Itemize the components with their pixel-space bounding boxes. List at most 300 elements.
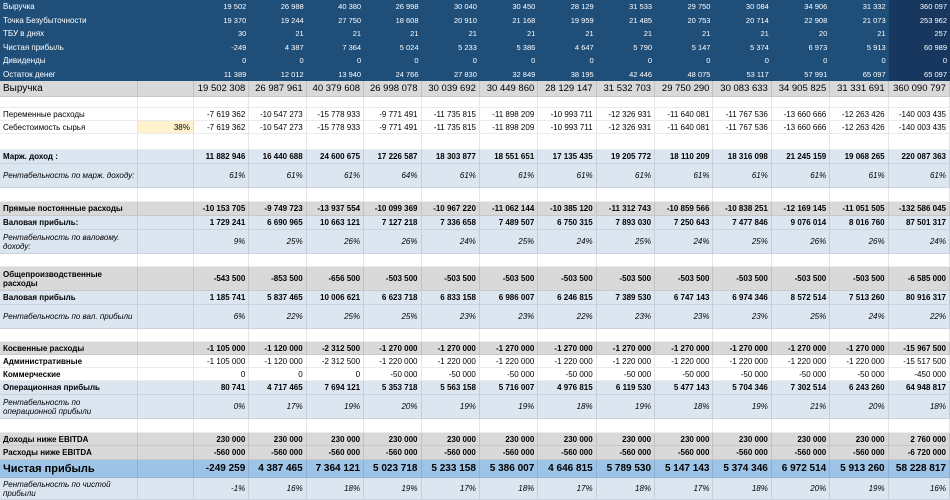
- value-cell[interactable]: 18%: [889, 395, 950, 418]
- value-cell[interactable]: 6 690 965: [249, 216, 306, 229]
- value-cell[interactable]: 42 446: [629, 69, 653, 79]
- value-cell[interactable]: 61%: [538, 164, 596, 187]
- empty-cell[interactable]: [830, 254, 888, 266]
- value-cell[interactable]: 7 336 658: [422, 216, 480, 229]
- row-label[interactable]: Доходы ниже EBITDA: [0, 433, 138, 445]
- value-cell[interactable]: 22%: [249, 305, 306, 328]
- value-cell[interactable]: 11 882 946: [194, 150, 249, 163]
- value-cell[interactable]: 6 750 315: [538, 216, 596, 229]
- value-cell[interactable]: 58 228 817: [889, 460, 950, 477]
- empty-cell[interactable]: [307, 134, 364, 149]
- empty-cell[interactable]: [713, 419, 771, 432]
- value-cell[interactable]: 31 331 691: [830, 81, 888, 96]
- value-cell[interactable]: -6 585 000: [889, 267, 950, 290]
- value-cell[interactable]: 26%: [364, 230, 421, 253]
- value-cell[interactable]: -1 220 000: [597, 355, 655, 367]
- value-cell[interactable]: -50 000: [772, 368, 830, 380]
- value-cell[interactable]: 17%: [655, 478, 713, 499]
- row-label[interactable]: Общепроизводственные расходы: [0, 267, 138, 290]
- value-cell[interactable]: 5 024: [399, 42, 419, 52]
- value-cell[interactable]: -560 000: [249, 446, 306, 459]
- value-cell[interactable]: 230 000: [480, 433, 538, 445]
- value-cell[interactable]: 220 087 363: [889, 150, 950, 163]
- empty-cell[interactable]: [772, 97, 830, 107]
- value-cell[interactable]: 26%: [830, 230, 888, 253]
- value-cell[interactable]: -15 517 500: [889, 355, 950, 367]
- value-cell[interactable]: 21: [526, 29, 536, 39]
- value-cell[interactable]: -50 000: [713, 368, 771, 380]
- value-cell[interactable]: 30: [237, 29, 247, 39]
- empty-cell[interactable]: [0, 134, 138, 149]
- empty-cell[interactable]: [713, 188, 771, 201]
- value-cell[interactable]: 8 572 514: [772, 291, 830, 304]
- value-cell[interactable]: 230 000: [538, 433, 596, 445]
- pct-cell[interactable]: [138, 108, 193, 120]
- value-cell[interactable]: -15 967 500: [889, 342, 950, 354]
- value-cell[interactable]: 21%: [772, 395, 830, 418]
- value-cell[interactable]: -11 051 505: [830, 202, 888, 215]
- value-cell[interactable]: 5 477 143: [655, 381, 713, 394]
- value-cell[interactable]: -12 263 426: [830, 121, 888, 133]
- value-cell[interactable]: 257: [889, 27, 950, 41]
- value-cell[interactable]: 253 962: [889, 14, 950, 28]
- empty-cell[interactable]: [772, 134, 830, 149]
- value-cell[interactable]: -50 000: [597, 368, 655, 380]
- pct-cell[interactable]: [138, 267, 193, 290]
- pct-cell[interactable]: [138, 164, 193, 187]
- value-cell[interactable]: 7 127 218: [364, 216, 421, 229]
- value-cell[interactable]: -10 385 120: [538, 202, 596, 215]
- value-cell[interactable]: 61%: [655, 164, 713, 187]
- row-label[interactable]: Валовая прибыль: [0, 291, 138, 304]
- value-cell[interactable]: 21: [410, 29, 419, 39]
- value-cell[interactable]: 4 717 465: [249, 381, 306, 394]
- pct-cell[interactable]: [138, 368, 193, 380]
- empty-cell[interactable]: [194, 97, 249, 107]
- empty-cell[interactable]: [249, 134, 306, 149]
- empty-cell[interactable]: [655, 329, 713, 341]
- value-cell[interactable]: -12 169 145: [772, 202, 830, 215]
- value-cell[interactable]: 23%: [655, 305, 713, 328]
- value-cell[interactable]: 27 830: [453, 69, 477, 79]
- row-label[interactable]: Остаток денег: [3, 69, 56, 79]
- value-cell[interactable]: 61%: [889, 164, 950, 187]
- value-cell[interactable]: 18 303 877: [422, 150, 480, 163]
- value-cell[interactable]: 5 233 158: [422, 460, 480, 477]
- value-cell[interactable]: 360 097: [889, 0, 950, 14]
- value-cell[interactable]: -853 500: [249, 267, 306, 290]
- empty-cell[interactable]: [138, 329, 193, 341]
- empty-cell[interactable]: [364, 329, 421, 341]
- pct-cell[interactable]: [138, 291, 193, 304]
- value-cell[interactable]: 18%: [655, 395, 713, 418]
- value-cell[interactable]: 65 097: [889, 68, 950, 82]
- value-cell[interactable]: -1 270 000: [772, 342, 830, 354]
- value-cell[interactable]: -10 547 273: [249, 121, 306, 133]
- empty-cell[interactable]: [655, 254, 713, 266]
- pct-cell[interactable]: [138, 478, 193, 499]
- value-cell[interactable]: -1 270 000: [364, 342, 421, 354]
- value-cell[interactable]: 20%: [364, 395, 421, 418]
- value-cell[interactable]: 7 389 530: [597, 291, 655, 304]
- value-cell[interactable]: 31 332: [862, 2, 886, 12]
- value-cell[interactable]: 18%: [307, 478, 364, 499]
- value-cell[interactable]: 0: [194, 368, 249, 380]
- value-cell[interactable]: -9 771 491: [364, 108, 421, 120]
- row-label[interactable]: Себестоимость сырья: [0, 121, 138, 133]
- value-cell[interactable]: 30 084: [745, 2, 769, 12]
- value-cell[interactable]: 1 729 241: [194, 216, 249, 229]
- row-label[interactable]: Рентабельность по марж. доходу:: [0, 164, 138, 187]
- value-cell[interactable]: 28 129: [570, 2, 594, 12]
- pct-cell[interactable]: [138, 81, 193, 96]
- value-cell[interactable]: -1 220 000: [364, 355, 421, 367]
- value-cell[interactable]: 34 906: [804, 2, 828, 12]
- value-cell[interactable]: 21: [877, 29, 886, 39]
- value-cell[interactable]: 30 449 860: [480, 81, 538, 96]
- empty-cell[interactable]: [538, 188, 596, 201]
- value-cell[interactable]: 61%: [597, 164, 655, 187]
- empty-cell[interactable]: [422, 419, 480, 432]
- pct-cell[interactable]: [138, 395, 193, 418]
- value-cell[interactable]: 26%: [772, 230, 830, 253]
- value-cell[interactable]: 23%: [480, 305, 538, 328]
- value-cell[interactable]: 20%: [772, 478, 830, 499]
- empty-cell[interactable]: [249, 254, 306, 266]
- empty-cell[interactable]: [138, 254, 193, 266]
- value-cell[interactable]: 30 450: [512, 2, 536, 12]
- value-cell[interactable]: 19%: [422, 395, 480, 418]
- value-cell[interactable]: 5 789 530: [597, 460, 655, 477]
- empty-cell[interactable]: [889, 97, 950, 107]
- value-cell[interactable]: 10 006 621: [307, 291, 364, 304]
- row-label[interactable]: Расходы ниже EBITDA: [0, 446, 138, 459]
- empty-cell[interactable]: [597, 134, 655, 149]
- value-cell[interactable]: -503 500: [772, 267, 830, 290]
- value-cell[interactable]: 230 000: [713, 433, 771, 445]
- value-cell[interactable]: 21: [585, 29, 594, 39]
- value-cell[interactable]: 6 972 514: [772, 460, 830, 477]
- value-cell[interactable]: -11 898 209: [480, 121, 538, 133]
- empty-cell[interactable]: [422, 188, 480, 201]
- empty-cell[interactable]: [364, 188, 421, 201]
- value-cell[interactable]: 30 083 633: [713, 81, 771, 96]
- row-label[interactable]: Чистая прибыль: [3, 42, 64, 52]
- value-cell[interactable]: 230 000: [307, 433, 364, 445]
- value-cell[interactable]: 4 387: [284, 42, 304, 52]
- value-cell[interactable]: 21 168: [512, 15, 536, 25]
- value-cell[interactable]: -560 000: [307, 446, 364, 459]
- value-cell[interactable]: 5 353 718: [364, 381, 421, 394]
- empty-cell[interactable]: [655, 97, 713, 107]
- value-cell[interactable]: 0: [299, 56, 304, 66]
- value-cell[interactable]: 0: [356, 56, 362, 66]
- value-cell[interactable]: 25%: [364, 305, 421, 328]
- value-cell[interactable]: 26 988: [280, 2, 304, 12]
- value-cell[interactable]: 53 117: [746, 69, 769, 79]
- value-cell[interactable]: 61%: [194, 164, 249, 187]
- value-cell[interactable]: -50 000: [538, 368, 596, 380]
- value-cell[interactable]: -12 326 931: [597, 121, 655, 133]
- empty-cell[interactable]: [597, 329, 655, 341]
- value-cell[interactable]: 5 716 007: [480, 381, 538, 394]
- empty-cell[interactable]: [249, 188, 306, 201]
- value-cell[interactable]: 19 205 772: [597, 150, 655, 163]
- empty-cell[interactable]: [249, 97, 306, 107]
- value-cell[interactable]: 6 243 260: [830, 381, 888, 394]
- value-cell[interactable]: -11 640 081: [655, 121, 713, 133]
- value-cell[interactable]: -450 000: [889, 368, 950, 380]
- value-cell[interactable]: -13 660 666: [772, 121, 830, 133]
- value-cell[interactable]: 360 090 797: [889, 81, 950, 96]
- value-cell[interactable]: 21 073: [862, 15, 886, 25]
- value-cell[interactable]: 20: [818, 29, 828, 39]
- value-cell[interactable]: -1 220 000: [713, 355, 771, 367]
- value-cell[interactable]: 61%: [713, 164, 771, 187]
- value-cell[interactable]: 6 986 007: [480, 291, 538, 304]
- value-cell[interactable]: 64 948 817: [889, 381, 950, 394]
- value-cell[interactable]: 7 250 643: [655, 216, 713, 229]
- value-cell[interactable]: 26%: [307, 230, 364, 253]
- value-cell[interactable]: 18 316 098: [713, 150, 771, 163]
- value-cell[interactable]: 0: [472, 56, 477, 66]
- empty-cell[interactable]: [0, 188, 138, 201]
- value-cell[interactable]: 19%: [597, 395, 655, 418]
- value-cell[interactable]: 25%: [307, 305, 364, 328]
- value-cell[interactable]: 29 750 290: [655, 81, 713, 96]
- value-cell[interactable]: 22 908: [804, 15, 828, 25]
- value-cell[interactable]: 5 023 718: [364, 460, 421, 477]
- value-cell[interactable]: 65 097: [862, 69, 886, 79]
- value-cell[interactable]: 21: [352, 29, 362, 39]
- value-cell[interactable]: -50 000: [655, 368, 713, 380]
- empty-cell[interactable]: [889, 134, 950, 149]
- value-cell[interactable]: 25%: [772, 305, 830, 328]
- value-cell[interactable]: 5 386 007: [480, 460, 538, 477]
- empty-cell[interactable]: [713, 134, 771, 149]
- value-cell[interactable]: -15 778 933: [307, 121, 364, 133]
- empty-cell[interactable]: [422, 329, 480, 341]
- value-cell[interactable]: -503 500: [597, 267, 655, 290]
- value-cell[interactable]: 16%: [889, 478, 950, 499]
- value-cell[interactable]: 40 380: [338, 2, 362, 12]
- value-cell[interactable]: 6 833 158: [422, 291, 480, 304]
- value-cell[interactable]: 10 663 121: [307, 216, 364, 229]
- pct-cell[interactable]: [138, 342, 193, 354]
- value-cell[interactable]: -140 003 435: [889, 121, 950, 133]
- value-cell[interactable]: -1 270 000: [597, 342, 655, 354]
- value-cell[interactable]: -10 153 705: [194, 202, 249, 215]
- row-label[interactable]: Косвенные расходы: [0, 342, 138, 354]
- value-cell[interactable]: 13 940: [338, 69, 362, 79]
- value-cell[interactable]: 24%: [830, 305, 888, 328]
- value-cell[interactable]: -10 993 711: [538, 108, 596, 120]
- value-cell[interactable]: 230 000: [597, 433, 655, 445]
- empty-cell[interactable]: [830, 97, 888, 107]
- value-cell[interactable]: 21: [295, 29, 304, 39]
- value-cell[interactable]: 17%: [249, 395, 306, 418]
- value-cell[interactable]: 0: [531, 56, 536, 66]
- value-cell[interactable]: 30 039 692: [422, 81, 480, 96]
- value-cell[interactable]: -503 500: [538, 267, 596, 290]
- value-cell[interactable]: 21 485: [629, 15, 653, 25]
- value-cell[interactable]: 11 389: [223, 69, 247, 79]
- value-cell[interactable]: 18 110 209: [655, 150, 713, 163]
- value-cell[interactable]: 4 647: [574, 42, 594, 52]
- value-cell[interactable]: 2 760 000: [889, 433, 950, 445]
- value-cell[interactable]: 80 741: [194, 381, 249, 394]
- row-label[interactable]: Дивиденды: [3, 56, 46, 66]
- value-cell[interactable]: 19%: [307, 395, 364, 418]
- value-cell[interactable]: -10 099 369: [364, 202, 421, 215]
- empty-cell[interactable]: [830, 329, 888, 341]
- value-cell[interactable]: -7 619 362: [194, 121, 249, 133]
- empty-cell[interactable]: [480, 254, 538, 266]
- empty-cell[interactable]: [364, 134, 421, 149]
- value-cell[interactable]: 4 976 815: [538, 381, 596, 394]
- empty-cell[interactable]: [307, 419, 364, 432]
- value-cell[interactable]: -1 220 000: [830, 355, 888, 367]
- value-cell[interactable]: -249: [231, 42, 247, 52]
- value-cell[interactable]: -1 270 000: [538, 342, 596, 354]
- value-cell[interactable]: 34 905 825: [772, 81, 830, 96]
- empty-cell[interactable]: [138, 97, 193, 107]
- value-cell[interactable]: -1 105 000: [194, 342, 249, 354]
- value-cell[interactable]: 19 959: [570, 15, 594, 25]
- value-cell[interactable]: 24 600 675: [307, 150, 364, 163]
- value-cell[interactable]: -9 749 723: [249, 202, 306, 215]
- value-cell[interactable]: 20%: [830, 395, 888, 418]
- empty-cell[interactable]: [538, 134, 596, 149]
- value-cell[interactable]: 7 513 260: [830, 291, 888, 304]
- row-label[interactable]: Валовая прибыль:: [0, 216, 138, 229]
- empty-cell[interactable]: [364, 254, 421, 266]
- value-cell[interactable]: 18 608: [395, 15, 419, 25]
- value-cell[interactable]: 6 623 718: [364, 291, 421, 304]
- value-cell[interactable]: -503 500: [655, 267, 713, 290]
- value-cell[interactable]: 17%: [538, 478, 596, 499]
- value-cell[interactable]: -543 500: [194, 267, 249, 290]
- value-cell[interactable]: -10 993 711: [538, 121, 596, 133]
- empty-cell[interactable]: [889, 329, 950, 341]
- value-cell[interactable]: -560 000: [830, 446, 888, 459]
- value-cell[interactable]: 9 076 014: [772, 216, 830, 229]
- value-cell[interactable]: -1 220 000: [655, 355, 713, 367]
- pct-cell[interactable]: [138, 433, 193, 445]
- empty-cell[interactable]: [655, 188, 713, 201]
- empty-cell[interactable]: [830, 419, 888, 432]
- value-cell[interactable]: -560 000: [364, 446, 421, 459]
- value-cell[interactable]: -13 660 666: [772, 108, 830, 120]
- empty-cell[interactable]: [772, 329, 830, 341]
- value-cell[interactable]: -1 220 000: [480, 355, 538, 367]
- value-cell[interactable]: 0: [764, 56, 769, 66]
- empty-cell[interactable]: [0, 329, 138, 341]
- empty-cell[interactable]: [538, 97, 596, 107]
- pct-cell[interactable]: [138, 381, 193, 394]
- empty-cell[interactable]: [0, 419, 138, 432]
- empty-cell[interactable]: [480, 97, 538, 107]
- empty-cell[interactable]: [364, 419, 421, 432]
- value-cell[interactable]: 12 012: [280, 69, 304, 79]
- value-cell[interactable]: -1%: [194, 478, 249, 499]
- value-cell[interactable]: 5 374: [750, 42, 769, 52]
- value-cell[interactable]: 21: [702, 29, 711, 39]
- value-cell[interactable]: -50 000: [830, 368, 888, 380]
- value-cell[interactable]: 38 195: [570, 69, 594, 79]
- value-cell[interactable]: 0: [249, 368, 306, 380]
- value-cell[interactable]: 16 440 688: [249, 150, 306, 163]
- value-cell[interactable]: 6 747 143: [655, 291, 713, 304]
- value-cell[interactable]: 7 694 121: [307, 381, 364, 394]
- row-label[interactable]: Выручка: [3, 2, 35, 12]
- value-cell[interactable]: 7 893 030: [597, 216, 655, 229]
- value-cell[interactable]: 26 987 961: [249, 81, 306, 96]
- empty-cell[interactable]: [307, 188, 364, 201]
- value-cell[interactable]: -560 000: [422, 446, 480, 459]
- empty-cell[interactable]: [194, 188, 249, 201]
- value-cell[interactable]: 1 185 741: [194, 291, 249, 304]
- empty-cell[interactable]: [597, 188, 655, 201]
- value-cell[interactable]: 22%: [889, 305, 950, 328]
- value-cell[interactable]: 19 244: [280, 15, 304, 25]
- value-cell[interactable]: -12 326 931: [597, 108, 655, 120]
- value-cell[interactable]: 29 750: [687, 2, 711, 12]
- empty-cell[interactable]: [597, 419, 655, 432]
- value-cell[interactable]: 87 501 317: [889, 216, 950, 229]
- value-cell[interactable]: 4 387 465: [249, 460, 306, 477]
- value-cell[interactable]: -15 778 933: [307, 108, 364, 120]
- value-cell[interactable]: 5 374 346: [713, 460, 771, 477]
- row-label[interactable]: Рентабельность по операционной прибыли: [0, 395, 138, 418]
- value-cell[interactable]: 61%: [249, 164, 306, 187]
- value-cell[interactable]: -560 000: [194, 446, 249, 459]
- value-cell[interactable]: -10 859 566: [655, 202, 713, 215]
- value-cell[interactable]: 24%: [538, 230, 596, 253]
- value-cell[interactable]: 25%: [597, 230, 655, 253]
- value-cell[interactable]: 5 386: [516, 42, 536, 52]
- empty-cell[interactable]: [138, 134, 193, 149]
- row-label[interactable]: Чистая прибыль: [0, 460, 138, 477]
- empty-cell[interactable]: [138, 188, 193, 201]
- empty-cell[interactable]: [830, 188, 888, 201]
- value-cell[interactable]: 24%: [889, 230, 950, 253]
- value-cell[interactable]: 60 989: [889, 41, 950, 55]
- row-label[interactable]: ТБУ в днях: [3, 29, 45, 39]
- value-cell[interactable]: 4 646 815: [538, 460, 596, 477]
- value-cell[interactable]: 61%: [307, 164, 364, 187]
- value-cell[interactable]: -50 000: [422, 368, 480, 380]
- empty-cell[interactable]: [713, 254, 771, 266]
- value-cell[interactable]: 0: [414, 56, 419, 66]
- value-cell[interactable]: 6 973: [808, 42, 828, 52]
- value-cell[interactable]: -503 500: [480, 267, 538, 290]
- value-cell[interactable]: 5 837 465: [249, 291, 306, 304]
- empty-cell[interactable]: [538, 419, 596, 432]
- value-cell[interactable]: -2 312 500: [307, 355, 364, 367]
- value-cell[interactable]: 0: [242, 56, 247, 66]
- row-label[interactable]: Рентабельность по вал. прибыли: [0, 305, 138, 328]
- row-label[interactable]: Коммерческие: [0, 368, 138, 380]
- value-cell[interactable]: 6%: [194, 305, 249, 328]
- value-cell[interactable]: 230 000: [422, 433, 480, 445]
- value-cell[interactable]: -9 771 491: [364, 121, 421, 133]
- value-cell[interactable]: 230 000: [772, 433, 830, 445]
- value-cell[interactable]: 5 704 346: [713, 381, 771, 394]
- row-label[interactable]: Рентабельность по чистой прибыли: [0, 478, 138, 499]
- value-cell[interactable]: 61%: [480, 164, 538, 187]
- value-cell[interactable]: -1 270 000: [480, 342, 538, 354]
